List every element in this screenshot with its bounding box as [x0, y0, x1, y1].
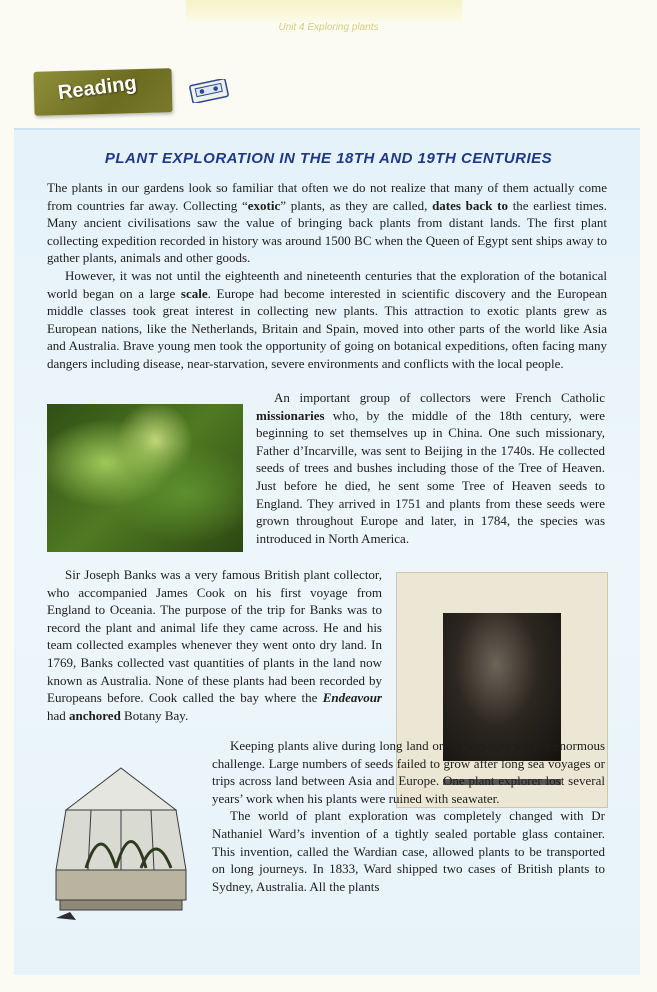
wardian-case-illustration: [46, 760, 202, 930]
paragraph-2: However, it was not until the eighteenth and nineteenth centuries that the exploration of the botanical world began on a large scale. Europe had become interested in scientific discovery and the European middle classes took great interest in collecting new plants. This attraction to exotic plants grew as European nations, like the Netherlands, Britain and Spain, moved into other parts of the world like Asia and Australia. Brave young men took the opportunity of going on botanical expeditions, often facing many dangers including disease, near-starvation, severe environments and conflicts with the local people.: [47, 267, 607, 371]
paragraph-5: Keeping plants alive during long land or sea voyages was an enormous challenge. Large numbers of seeds failed to grow after long sea voyages or trips across land between Asia and Europe. One plant explorer lost several years’ work when his plants were ruined with seawater.: [212, 738, 605, 806]
paragraph-1: The plants in our gardens look so familiar that often we do not realize that many of them actually come from countries far away. Collecting “exotic” plants, as they are called, dates back to the earliest times. Many ancient civilisations saw the value of bringing back plants from distant lands. The first plant collecting expedition recorded in history was around 1500 BC when the Queen of Egypt sent ships away to gather plants, animals and other goods.: [47, 180, 607, 266]
missionaries-text: [256, 389, 605, 547]
banks-text: [47, 566, 382, 724]
paragraph-6: The world of plant exploration was completely changed with Dr Nathaniel Ward’s invention of a tightly sealed portable glass container. This invention, called the Wardian case, allowed plants to be transported on long journeys. In 1833, Ward shipped two cases of British plants to Sydney, Australia. All the plants: [212, 808, 605, 894]
reading-label: Reading: [56, 72, 138, 105]
reading-section-tag: [33, 68, 172, 116]
unit-header: Unit 4 Exploring plants: [278, 22, 379, 33]
wardian-text: [212, 737, 605, 895]
header-band: [186, 0, 462, 22]
article-intro: [47, 179, 607, 373]
article-title: PLANT EXPLORATION IN THE 18TH AND 19TH CENTURIES: [104, 150, 553, 167]
paragraph-3: An important group of collectors were French Catholic missionaries who, by the middle of the 18th century, were beginning to set themselves up in China. One such missionary, Father d’Incarville, was sent to Beijing in the 1740s. He collected seeds of trees and bushes including those of the Tree of Heaven. Just before he died, he sent some Tree of Heaven seeds to England. They arrived in 1751 and plants from these seeds were grown throughout Europe and later, in 1784, the species was introduced in North America.: [256, 390, 605, 546]
cassette-tape-icon[interactable]: [187, 79, 231, 103]
paragraph-4: Sir Joseph Banks was a very famous British plant collector, who accompanied James Cook on his first voyage from England to Oceania. The purpose of the trip for Banks was to record the plant and animal life they came across. He and his team collected examples whenever they went onto dry land. In 1769, Banks collected vast quantities of plants in the land now known as Australia. None of these plants had been recorded by Europeans before. Cook called the bay where the Endeavour had anchored Botany Bay.: [47, 567, 382, 723]
tree-of-heaven-photo: [47, 404, 243, 552]
